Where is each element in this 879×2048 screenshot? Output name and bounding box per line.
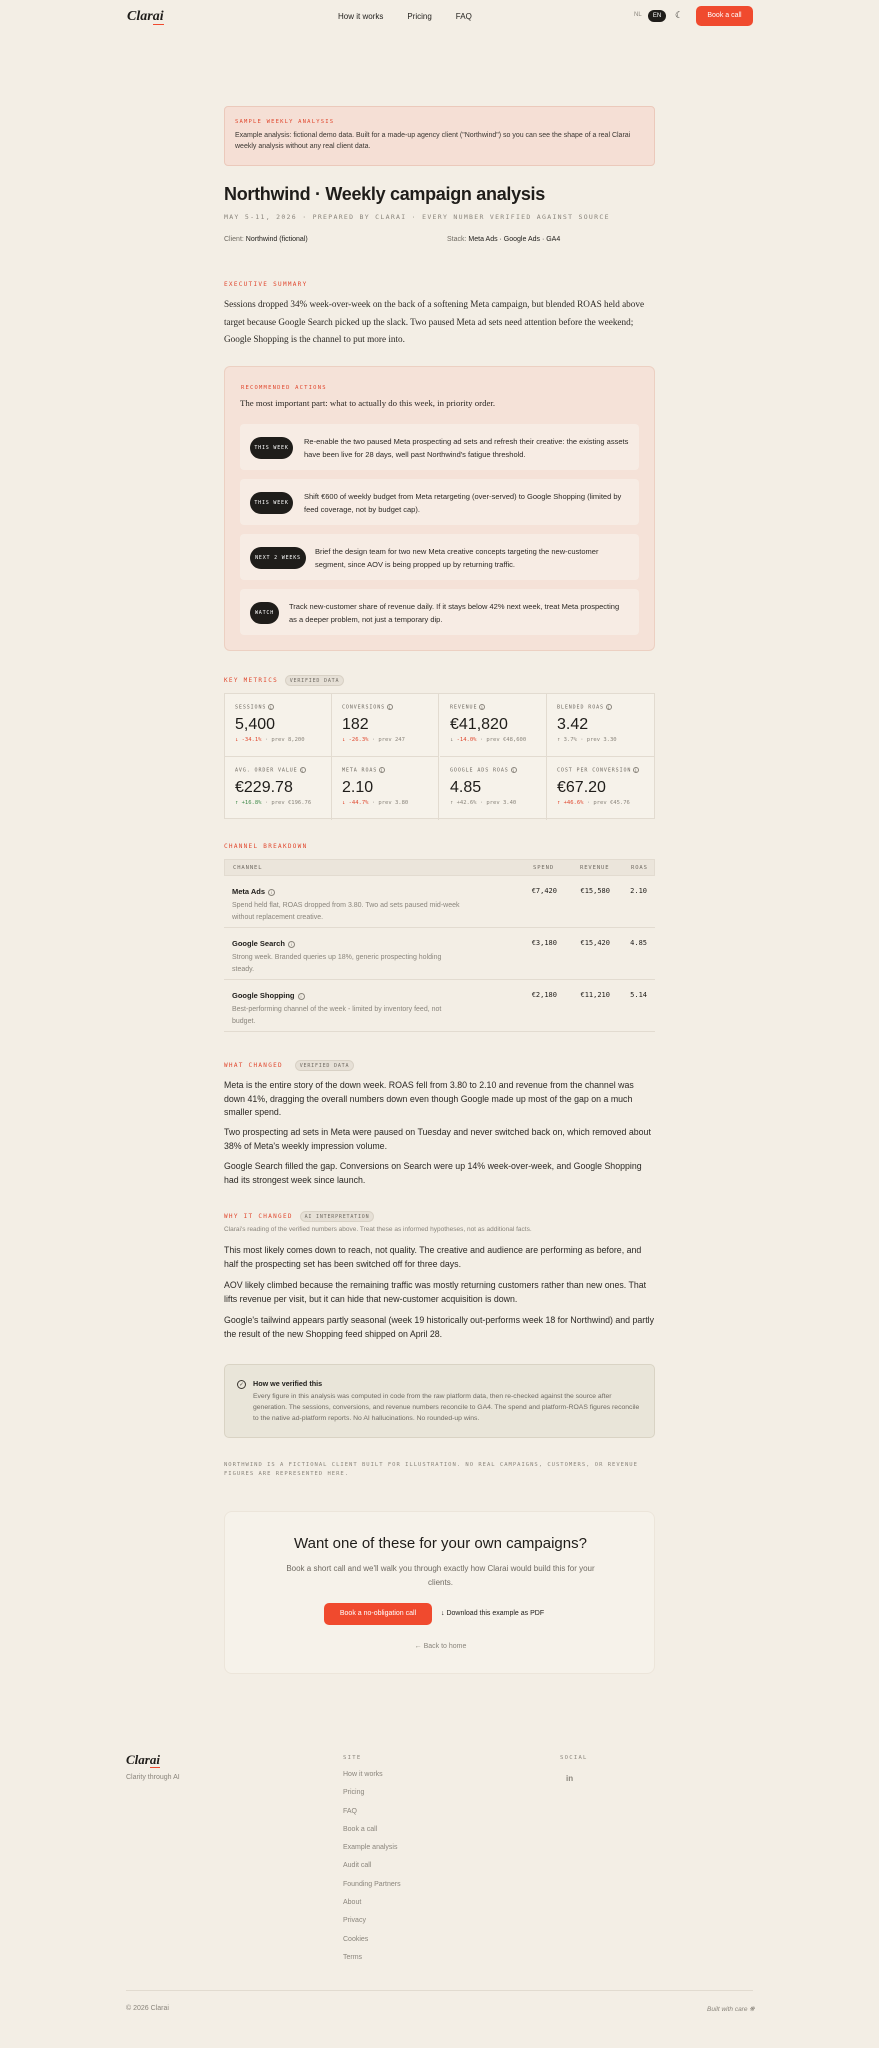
footer-link[interactable]: FAQ xyxy=(343,1807,358,1815)
kpi-arrow: ↓ xyxy=(342,799,346,806)
client-value: Northwind (fictional) xyxy=(245,236,308,243)
stack-label: Stack: xyxy=(447,236,467,243)
key-metrics-label: KEY METRICS xyxy=(224,677,279,684)
action-item xyxy=(240,424,639,470)
info-icon[interactable]: i xyxy=(298,993,305,1000)
fictional-disclaimer: NORTHWIND IS A FICTIONAL CLIENT BUILT FOR ILLUSTRATION. NO REAL CAMPAIGNS, CUSTOMERS, OR REVENUE FIGURES ARE REPRESENTED HERE. xyxy=(224,1462,638,1477)
footer-divider xyxy=(126,1990,753,1991)
download-icon: ↓ xyxy=(441,1610,445,1617)
kpi-arrow: ↑ xyxy=(450,799,454,806)
footer-link[interactable]: Example analysis xyxy=(343,1844,398,1852)
channel-name xyxy=(232,991,305,1000)
what-changed-paragraph: Meta is the entire story of the down week. ROAS fell from 3.80 to 2.10 and revenue from the channel was down 41%, dragging the overall numbers down even though Google made up most of the gap on a much smaller spend. xyxy=(224,1080,634,1117)
action-text: Track new-customer share of revenue daily. If it stays below 42% next week, treat Meta prospecting as a deeper problem, not just a temporary dip. xyxy=(289,602,620,624)
nav-link-how-it-works[interactable]: How it works xyxy=(338,12,384,21)
column-header-revenue: REVENUE xyxy=(580,865,610,871)
kpi-delta-value: 3.7% xyxy=(563,736,577,743)
check-circle-icon: ✓ xyxy=(237,1380,246,1389)
why-changed-paragraph: AOV likely climbed because the remaining traffic was mostly returning customers rather than new ones. That lifts revenue per visit, but it can hide that new-customer acquisition is down. xyxy=(224,1280,647,1304)
kpi-delta xyxy=(235,737,321,743)
kpi-value: 182 xyxy=(342,715,369,733)
footer-link[interactable]: Audit call xyxy=(343,1862,372,1870)
kpi-delta xyxy=(557,737,644,743)
kpi-delta xyxy=(450,800,536,806)
channel-revenue: €11,210 xyxy=(580,991,610,999)
kpi-value: 5,400 xyxy=(235,715,276,733)
kpi-label-text: BLENDED ROAS xyxy=(557,704,604,711)
client-label: Client: xyxy=(224,236,244,243)
logo-accent: ai xyxy=(152,9,164,24)
kpi-arrow: ↓ xyxy=(235,736,239,743)
channel-name-text: Google Search xyxy=(232,939,285,948)
verification-body: Every figure in this analysis was computed in code from the raw platform data, then re-checked against the source after generation. The sessions, conversions, and revenue numbers reconcile to GA4. The spend and platform-ROAS figures reconcile to the native ad-platform reports. No AI hallucinations. No rounded-up wins. xyxy=(253,1393,640,1422)
info-icon[interactable]: i xyxy=(380,768,384,773)
nav-link-pricing[interactable]: Pricing xyxy=(407,12,432,21)
info-icon[interactable]: i xyxy=(480,705,485,710)
nav-link-faq[interactable]: FAQ xyxy=(455,12,472,21)
cta-panel xyxy=(224,1511,655,1674)
kpi-arrow: ↑ xyxy=(235,799,239,806)
channel-spend: €7,420 xyxy=(531,887,557,895)
kpi-delta-value: -44.7% xyxy=(348,799,369,806)
report-subline: MAY 5-11, 2026 · PREPARED BY CLARAI · EVERY NUMBER VERIFIED AGAINST SOURCE xyxy=(224,213,610,221)
table-header xyxy=(224,859,655,876)
moon-icon[interactable]: ☾ xyxy=(675,10,684,20)
linkedin-icon[interactable]: in xyxy=(566,1774,574,1783)
cta-title: Want one of these for your own campaigns? xyxy=(294,1535,587,1552)
kpi-prev: · prev €45.76 xyxy=(586,799,630,806)
kpi-arrow: ↓ xyxy=(450,736,454,743)
book-no-obligation-call-button[interactable]: Book a no-obligation call xyxy=(324,1603,432,1625)
kpi-delta-value: +16.8% xyxy=(241,799,262,806)
info-icon[interactable]: i xyxy=(269,705,273,710)
kpi-value: 3.42 xyxy=(557,715,589,733)
channel-desc: Best-performing channel of the week - limited by inventory feed, not budget. xyxy=(232,1006,442,1025)
action-item xyxy=(240,534,639,580)
action-tag: WATCH xyxy=(250,602,279,624)
info-icon[interactable]: i xyxy=(512,768,516,773)
kpi-delta-value: +46.6% xyxy=(563,799,584,806)
page-title: Northwind · Weekly campaign analysis xyxy=(224,184,545,204)
kpi-delta xyxy=(450,737,536,743)
verified-data-badge: VERIFIED DATA xyxy=(285,675,344,686)
column-header-spend: SPEND xyxy=(533,865,555,871)
banner-text: Example analysis: fictional demo data. Built for a made-up agency client ("Northwind") so you can see the shape of a real Clarai weekly analysis without any real client data. xyxy=(235,132,631,150)
footer-link[interactable]: Privacy xyxy=(343,1917,366,1925)
verification-title: How we verified this xyxy=(253,1379,323,1388)
copyright: © 2026 Clarai xyxy=(126,2005,169,2012)
kpi-label xyxy=(557,704,644,711)
kpi-label-text: COST PER CONVERSION xyxy=(557,767,632,774)
table-row xyxy=(224,980,655,1032)
footer-link[interactable]: About xyxy=(343,1899,362,1907)
top-nav xyxy=(0,0,879,34)
kpi-label-text: GOOGLE ADS ROAS xyxy=(450,767,509,774)
channel-spend: €2,180 xyxy=(531,991,557,999)
executive-summary-text: Sessions dropped 34% week-over-week on the back of a softening Meta campaign, but blended ROAS held above target because Google Search picked up the slack. Two paused Meta ad sets need attention before the weekend; Google Shopping is the channel to put more into. xyxy=(224,299,645,344)
recommended-actions-lead: The most important part: what to actually do this week, in priority order. xyxy=(240,398,496,408)
info-icon[interactable]: i xyxy=(634,768,638,773)
why-changed-paragraph: This most likely comes down to reach, not quality. The creative and audience are performing as before, and half the prospecting set has been switched off for three days. xyxy=(224,1245,642,1269)
channel-name xyxy=(232,939,295,948)
kpi-label-text: META ROAS xyxy=(342,767,378,774)
stack-info xyxy=(447,236,560,243)
channel-desc: Strong week. Branded queries up 18%, generic prospecting holding steady. xyxy=(232,954,442,973)
sample-banner xyxy=(224,106,655,166)
kpi-label-text: REVENUE xyxy=(450,704,478,711)
channel-roas: 2.10 xyxy=(630,887,647,895)
info-icon[interactable]: i xyxy=(388,705,392,710)
kpi-card xyxy=(547,694,654,757)
kpi-prev: · prev 3.30 xyxy=(580,736,617,743)
info-icon[interactable]: i xyxy=(300,768,305,773)
kpi-card xyxy=(440,757,547,820)
kpi-label-text: CONVERSIONS xyxy=(342,704,386,711)
kpi-card xyxy=(225,694,332,757)
action-tag: THIS WEEK xyxy=(250,437,293,459)
kpi-prev: · prev 3.40 xyxy=(479,799,517,806)
action-item xyxy=(240,589,639,635)
stack-value: Meta Ads · Google Ads · GA4 xyxy=(468,236,561,243)
channel-roas: 5.14 xyxy=(630,991,647,999)
kpi-delta-value: -14.0% xyxy=(456,736,477,743)
column-header-roas: ROAS xyxy=(631,865,648,871)
kpi-card xyxy=(225,757,332,820)
kpi-delta xyxy=(342,800,428,806)
footer-tagline: Clarity through AI xyxy=(126,1774,180,1781)
channel-breakdown-label: CHANNEL BREAKDOWN xyxy=(224,843,308,850)
footer-links xyxy=(343,1771,401,1972)
channel-name-text: Google Shopping xyxy=(232,991,295,1000)
kpi-label-text: SESSIONS xyxy=(235,704,267,711)
footer-logo-accent: ai xyxy=(149,1752,160,1767)
kpi-delta-value: -26.3% xyxy=(348,736,369,743)
kpi-card xyxy=(440,694,547,757)
kpi-arrow: ↑ xyxy=(557,736,561,743)
kpi-delta-value: +42.6% xyxy=(456,799,477,806)
info-icon[interactable]: i xyxy=(268,889,275,896)
kpi-prev: · prev 3.80 xyxy=(371,799,409,806)
kpi-arrow: ↑ xyxy=(557,799,561,806)
footer-social-heading: SOCIAL xyxy=(560,1755,588,1761)
recommended-actions-label: RECOMMENDED ACTIONS xyxy=(241,385,327,391)
kpi-value: €67.20 xyxy=(557,778,606,796)
action-tag: NEXT 2 WEEKS xyxy=(250,547,306,569)
what-changed-label: WHAT CHANGED xyxy=(224,1062,283,1069)
footer-site-heading: SITE xyxy=(343,1755,362,1761)
footer-link[interactable]: Founding Partners xyxy=(343,1880,401,1888)
action-item xyxy=(240,479,639,525)
kpi-label xyxy=(342,767,428,774)
action-text: Re-enable the two paused Meta prospecting ad sets and refresh their creative: the existing assets have been live for 28 days, well past Northwind's fatigue threshold. xyxy=(304,437,629,459)
client-info xyxy=(224,236,308,243)
footer-link[interactable]: How it works xyxy=(343,1771,383,1778)
kpi-card xyxy=(547,757,654,820)
logo-text: Clar xyxy=(127,9,153,24)
kpi-prev: · prev 247 xyxy=(371,736,405,743)
download-label: Download this example as PDF xyxy=(446,1610,545,1617)
footer-link[interactable]: Cookies xyxy=(343,1935,369,1943)
kpi-delta-value: -34.1% xyxy=(241,736,262,743)
footer-link[interactable]: Pricing xyxy=(343,1789,365,1797)
action-text: Shift €600 of weekly budget from Meta retargeting (over-served) to Google Shopping (limited by feed coverage, not by budget cap). xyxy=(304,492,622,514)
book-call-button[interactable]: Book a call xyxy=(696,6,753,26)
kpi-label xyxy=(557,767,644,774)
channel-spend: €3,180 xyxy=(531,939,557,947)
footer-logo[interactable] xyxy=(126,1752,160,1768)
kpi-card xyxy=(332,694,439,757)
channel-revenue: €15,420 xyxy=(580,939,610,947)
channel-revenue: €15,580 xyxy=(580,887,610,895)
verified-data-badge: VERIFIED DATA xyxy=(295,1060,354,1071)
why-changed-note: Clarai's reading of the verified numbers above. Treat these as informed hypotheses, not as additional facts. xyxy=(224,1226,532,1233)
ai-interpretation-badge: AI INTERPRETATION xyxy=(300,1211,374,1222)
executive-summary-label: EXECUTIVE SUMMARY xyxy=(224,281,308,288)
kpi-delta xyxy=(557,800,644,806)
column-header-channel: CHANNEL xyxy=(233,865,263,871)
kpi-label xyxy=(342,704,428,711)
kpi-label xyxy=(450,767,536,774)
built-with-care: Built with care ❋ xyxy=(707,2006,755,2013)
kpi-value: €41,820 xyxy=(450,715,508,733)
footer-logo-text: Clar xyxy=(126,1752,150,1767)
channel-desc: Spend held flat, ROAS dropped from 3.80. Two ad sets paused mid-week without replacement creative. xyxy=(232,902,460,921)
channel-name xyxy=(232,887,275,896)
channel-roas: 4.85 xyxy=(630,939,647,947)
footer-link[interactable]: Terms xyxy=(343,1953,363,1961)
footer-link[interactable]: Book a call xyxy=(343,1825,378,1833)
kpi-label xyxy=(235,704,321,711)
info-icon[interactable]: i xyxy=(607,705,611,710)
kpi-delta xyxy=(235,800,321,806)
action-tag: THIS WEEK xyxy=(250,492,293,514)
lang-en[interactable]: EN xyxy=(648,10,666,22)
kpi-card xyxy=(332,757,439,820)
kpi-value: €229.78 xyxy=(235,778,293,796)
kpi-prev: · prev 8,200 xyxy=(264,736,305,743)
table-row xyxy=(224,928,655,980)
back-to-home-link[interactable]: ← Back to home xyxy=(414,1643,467,1650)
download-pdf-link[interactable] xyxy=(441,1610,544,1617)
kpi-prev: · prev €48,600 xyxy=(479,736,527,743)
logo[interactable] xyxy=(127,9,164,25)
channel-name-text: Meta Ads xyxy=(232,887,266,896)
kpi-value: 4.85 xyxy=(450,778,482,796)
action-text: Brief the design team for two new Meta creative concepts targeting the new-customer segment, since AOV is being propped up by returning traffic. xyxy=(315,547,599,569)
kpi-value: 2.10 xyxy=(342,778,374,796)
kpi-delta xyxy=(342,737,428,743)
kpi-label-text: AVG. ORDER VALUE xyxy=(235,767,298,774)
verification-box xyxy=(224,1364,655,1438)
why-changed-label: WHY IT CHANGED xyxy=(224,1213,293,1220)
nav-links xyxy=(338,12,472,21)
what-changed-paragraph: Google Search filled the gap. Conversions on Search were up 14% week-over-week, and Google Shopping had its strongest week since launch. xyxy=(224,1161,642,1185)
kpi-label xyxy=(235,767,321,774)
kpi-grid xyxy=(224,693,655,819)
why-changed-paragraph: Google's tailwind appears partly seasonal (week 19 historically out-performs week 18 for Northwind) and partly the result of the new Shopping feed shipped on April 28. xyxy=(224,1315,654,1339)
banner-label: SAMPLE WEEKLY ANALYSIS xyxy=(235,119,335,125)
what-changed-paragraph: Two prospecting ad sets in Meta were paused on Tuesday and never switched back on, which removed about 38% of Meta's weekly impression volume. xyxy=(224,1127,651,1151)
lang-nl[interactable]: NL xyxy=(634,12,642,18)
info-icon[interactable]: i xyxy=(288,941,295,948)
channel-table xyxy=(224,859,655,1035)
kpi-arrow: ↓ xyxy=(342,736,346,743)
kpi-label xyxy=(450,704,536,711)
cta-subtitle: Book a short call and we'll walk you through exactly how Clarai would build this for your clients. xyxy=(286,1564,595,1587)
kpi-prev: · prev €196.76 xyxy=(264,799,312,806)
table-row xyxy=(224,876,655,928)
